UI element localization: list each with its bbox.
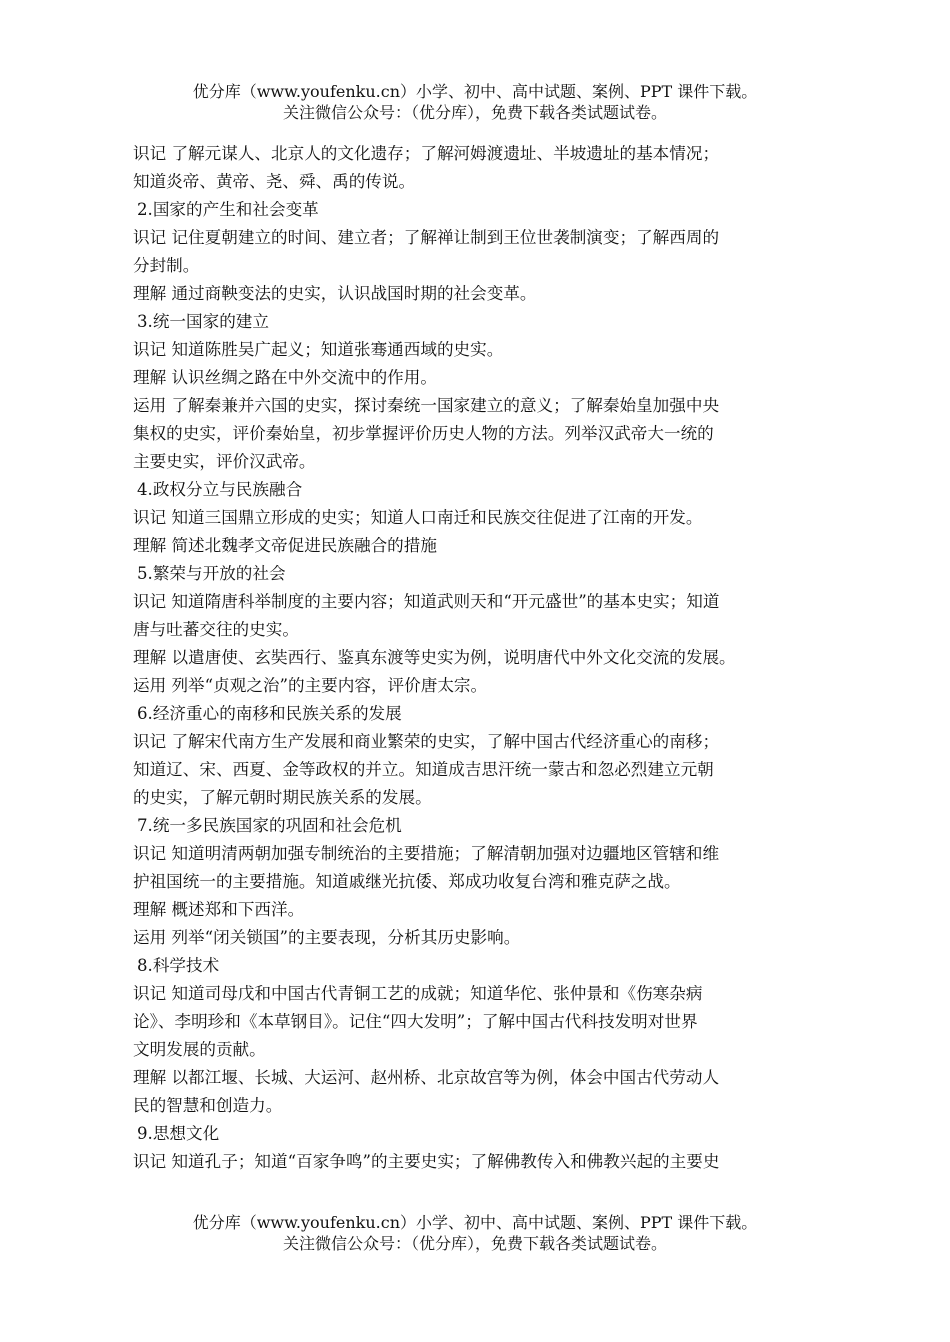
body-line: 理解 认识丝绸之路在中外交流中的作用。: [133, 368, 437, 387]
body-line: 运用 列举“贞观之治”的主要内容，评价唐太宗。: [133, 676, 488, 695]
section-heading: 9.思想文化: [137, 1124, 220, 1143]
body-line: 唐与吐蕃交往的史实。: [133, 620, 299, 639]
page-header: [0, 81, 950, 123]
section-heading: 6.经济重心的南移和民族关系的发展: [137, 704, 402, 723]
body-line: 理解 通过商鞅变法的史实，认识战国时期的社会变革。: [133, 284, 537, 303]
section-heading: 3.统一国家的建立: [137, 312, 269, 331]
body-line: 的史实，了解元朝时期民族关系的发展。: [133, 788, 432, 807]
footer-line-2: 关注微信公众号：（优分库），免费下载各类试题试卷。: [282, 1234, 667, 1253]
body-line: 识记 知道三国鼎立形成的史实；知道人口南迁和民族交往促进了江南的开发。: [133, 508, 703, 527]
body-line: 护祖国统一的主要措施。知道戚继光抗倭、郑成功收复台湾和雅克萨之战。: [133, 872, 681, 891]
body-line: 识记 知道司母戊和中国古代青铜工艺的成就；知道华佗、张仲景和《伤寒杂病: [133, 984, 703, 1003]
section-heading: 2.国家的产生和社会变革: [137, 200, 319, 219]
header-line-1: 优分库（www.youfenku.cn）小学、初中、高中试题、案例、PPT 课件下载。: [192, 82, 758, 101]
body-line: 识记 知道明清两朝加强专制统治的主要措施；了解清朝加强对边疆地区管辖和维: [133, 844, 720, 863]
body-line: 理解 简述北魏孝文帝促进民族融合的措施: [133, 536, 437, 555]
body-line: 知道炎帝、黄帝、尧、舜、禹的传说。: [133, 172, 416, 191]
body-line: 主要史实，评价汉武帝。: [133, 452, 316, 471]
header-line-2: 关注微信公众号：（优分库），免费下载各类试题试卷。: [282, 103, 667, 122]
section-heading: 7.统一多民族国家的巩固和社会危机: [137, 816, 402, 835]
body-line: 识记 了解元谋人、北京人的文化遗存；了解河姆渡遗址、半坡遗址的基本情况；: [133, 144, 720, 163]
section-heading: 8.科学技术: [137, 956, 220, 975]
body-line: 识记 知道陈胜吴广起义；知道张骞通西域的史实。: [133, 340, 504, 359]
document-body: [133, 140, 833, 1176]
section-heading: 4.政权分立与民族融合: [137, 480, 303, 499]
body-line: 理解 概述郑和下西洋。: [133, 900, 305, 919]
body-line: 民的智慧和创造力。: [133, 1096, 283, 1115]
body-line: 理解 以遣唐使、玄奘西行、鉴真东渡等史实为例，说明唐代中外文化交流的发展。: [133, 648, 736, 667]
body-line: 运用 了解秦兼并六国的史实，探讨秦统一国家建立的意义；了解秦始皇加强中央: [133, 396, 720, 415]
body-line: 理解 以都江堰、长城、大运河、赵州桥、北京故宫等为例，体会中国古代劳动人: [133, 1068, 720, 1087]
body-line: 文明发展的贡献。: [133, 1040, 266, 1059]
section-heading: 5.繁荣与开放的社会: [137, 564, 286, 583]
body-line: 集权的史实，评价秦始皇，初步掌握评价历史人物的方法。列举汉武帝大一统的: [133, 424, 714, 443]
body-line: 识记 记住夏朝建立的时间、建立者；了解禅让制到王位世袭制演变；了解西周的: [133, 228, 720, 247]
body-line: 识记 知道隋唐科举制度的主要内容；知道武则天和“开元盛世”的基本史实；知道: [133, 592, 720, 611]
footer-line-1: 优分库（www.youfenku.cn）小学、初中、高中试题、案例、PPT 课件下载。: [192, 1213, 758, 1232]
body-line: 识记 知道孔子；知道“百家争鸣”的主要史实；了解佛教传入和佛教兴起的主要史: [133, 1152, 720, 1171]
page-footer: [0, 1212, 950, 1254]
body-line: 知道辽、宋、西夏、金等政权的并立。知道成吉思汗统一蒙古和忽必烈建立元朝: [133, 760, 714, 779]
body-line: 分封制。: [133, 256, 200, 275]
body-line: 识记 了解宋代南方生产发展和商业繁荣的史实，了解中国古代经济重心的南移；: [133, 732, 720, 751]
body-line: 论》、李明珍和《本草钢目》。记住“四大发明”；了解中国古代科技发明对世界: [133, 1012, 698, 1031]
body-line: 运用 列举“闭关锁国”的主要表现，分析其历史影响。: [133, 928, 521, 947]
